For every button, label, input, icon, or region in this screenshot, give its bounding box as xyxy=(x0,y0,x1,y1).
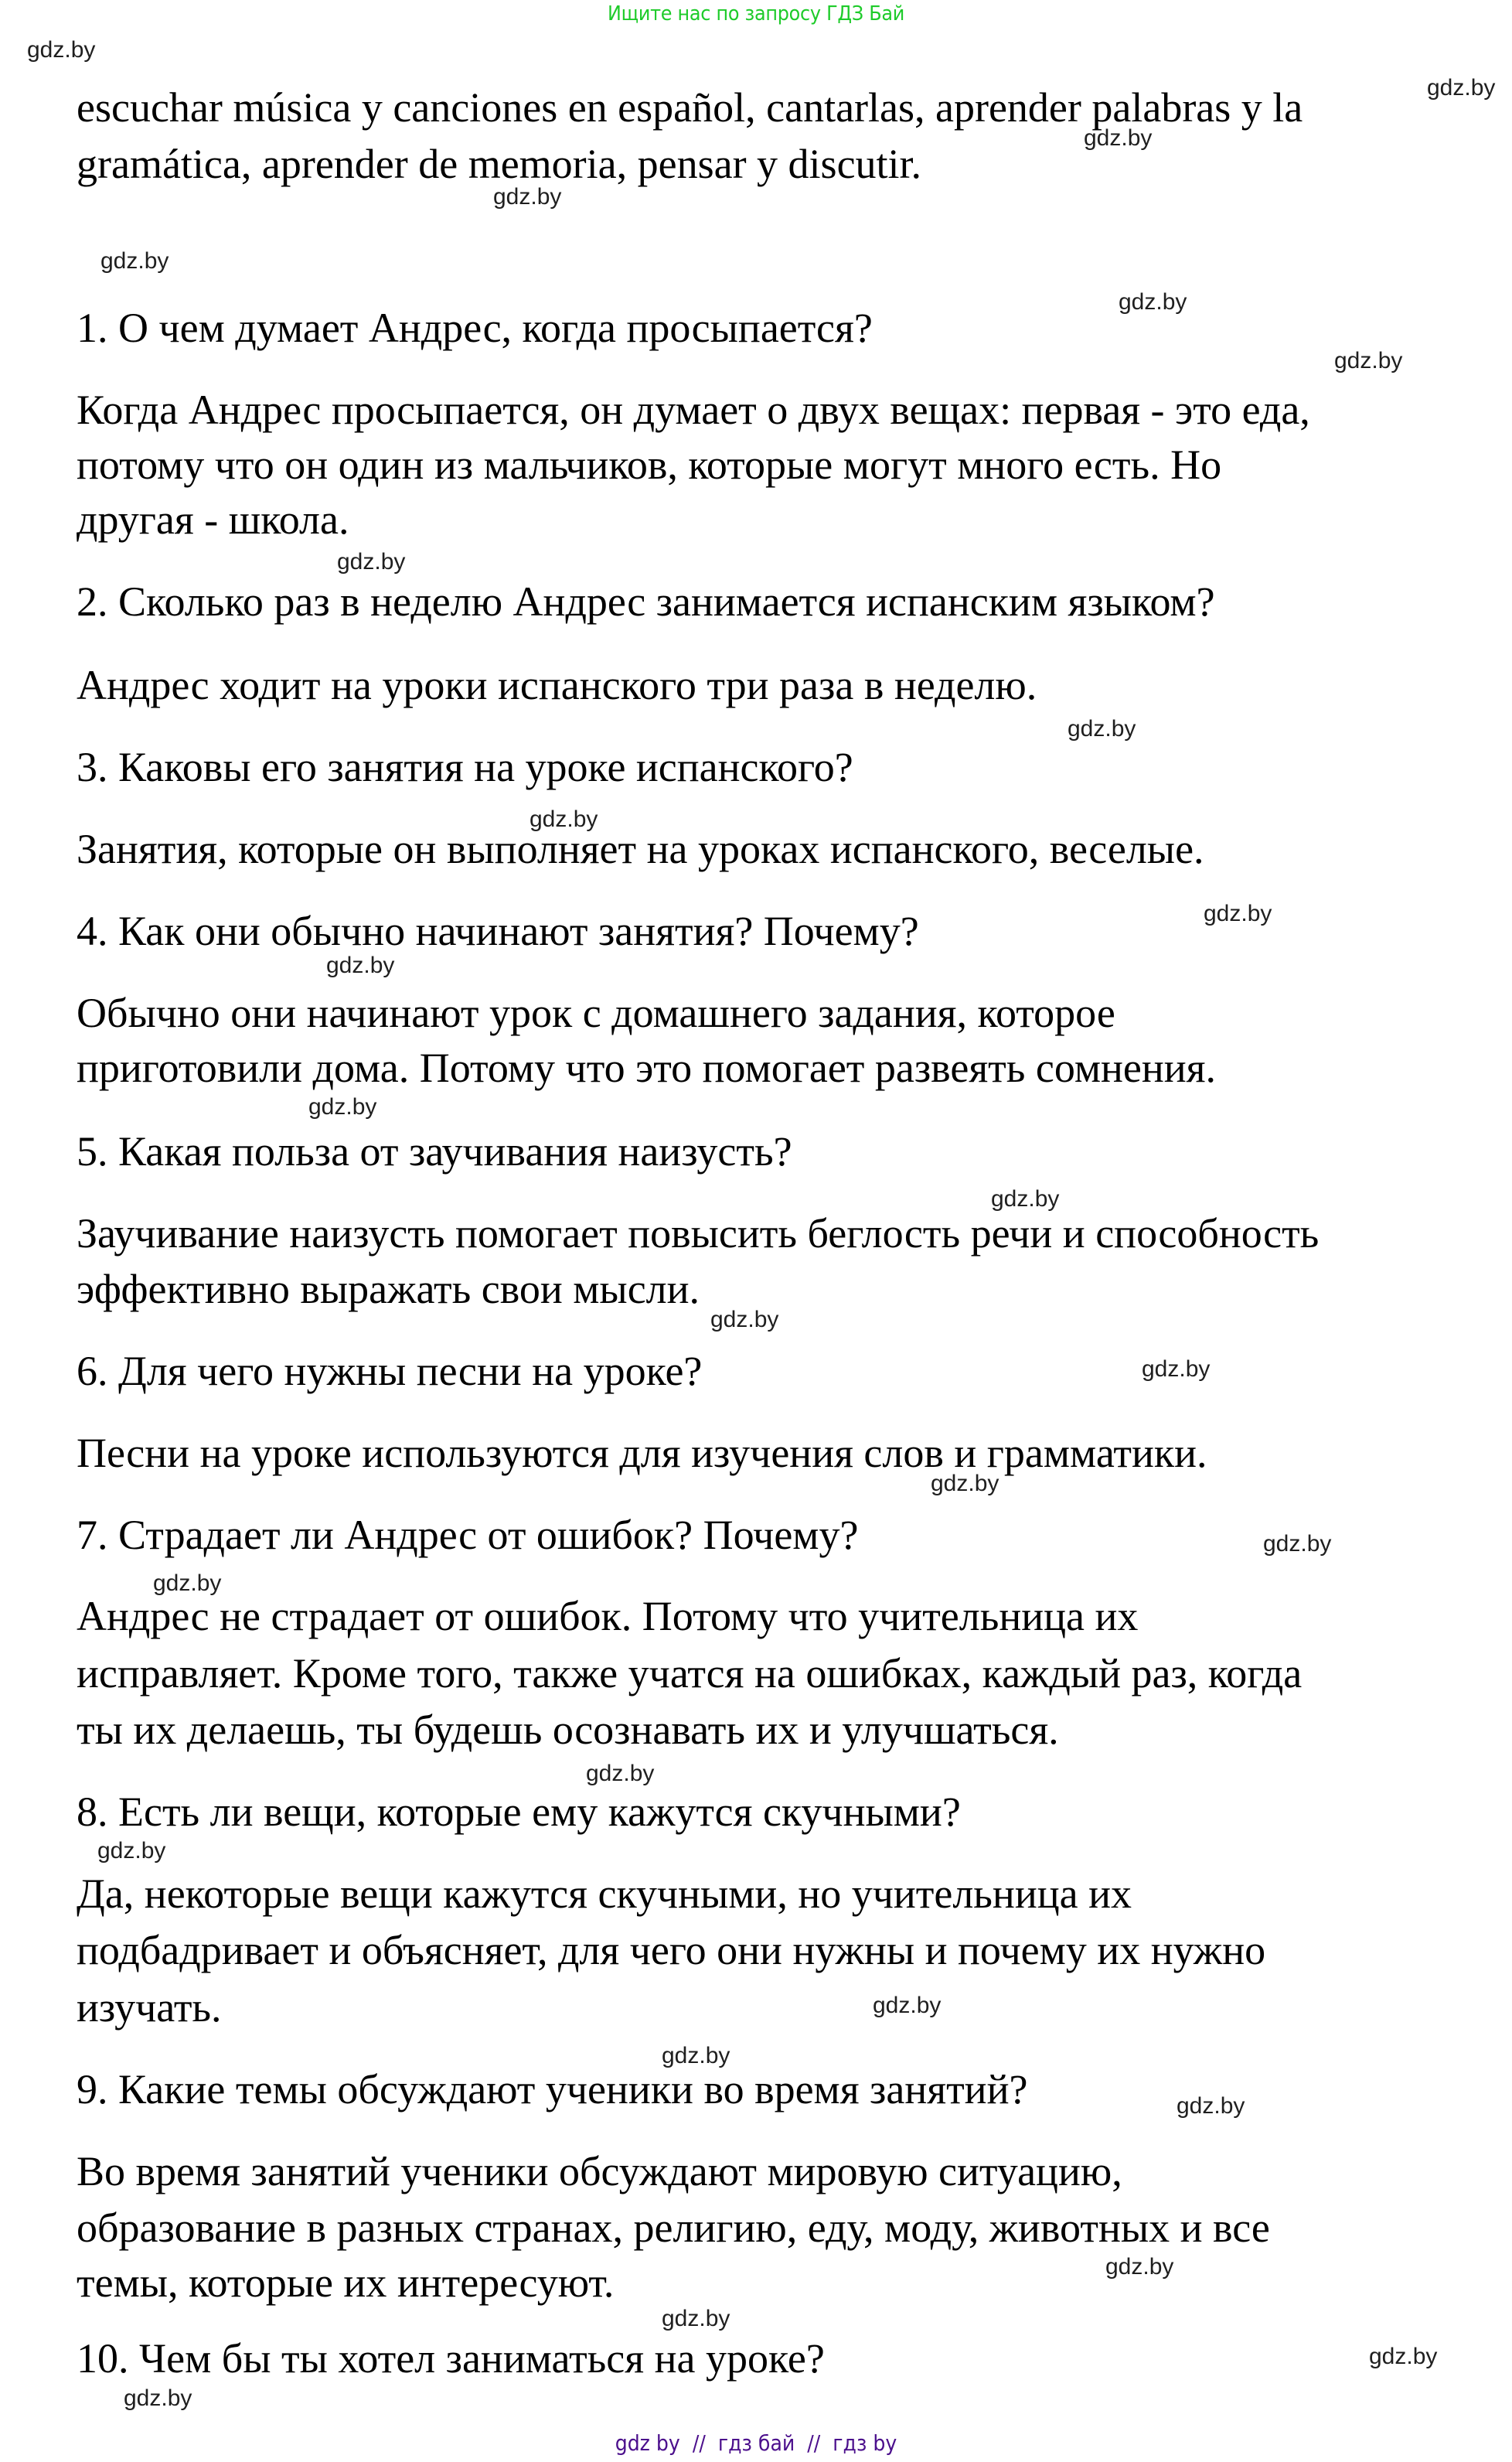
question-8: 8. Есть ли вещи, которые ему кажутся скучными? xyxy=(77,1789,961,1835)
watermark: gdz.by xyxy=(1119,289,1187,315)
watermark: gdz.by xyxy=(1427,75,1496,101)
watermark: gdz.by xyxy=(710,1307,779,1332)
answer-3-line: Занятия, которые он выполняет на уроках испанского, веселые. xyxy=(77,826,1204,872)
answer-2-line: Андрес ходит на уроки испанского три раза в неделю. xyxy=(77,662,1037,708)
question-9: 9. Какие темы обсуждают ученики во время занятий? xyxy=(77,2066,1028,2112)
answer-7-line: исправляет. Кроме того, также учатся на ошибках, каждый раз, когда xyxy=(77,1650,1303,1696)
watermark: gdz.by xyxy=(662,2043,730,2068)
answer-6-line: Песни на уроке используются для изучения слов и грамматики. xyxy=(77,1430,1207,1476)
answer-1-line: Когда Андрес просыпается, он думает о двух вещах: первая - это еда, xyxy=(77,387,1310,433)
watermark: gdz.by xyxy=(586,1761,655,1786)
question-6: 6. Для чего нужны песни на уроке? xyxy=(77,1348,703,1394)
question-3: 3. Каковы его занятия на уроке испанского? xyxy=(77,744,853,790)
watermark: gdz.by xyxy=(493,184,562,210)
watermark: gdz.by xyxy=(1177,2093,1245,2119)
watermark: gdz.by xyxy=(1105,2254,1174,2280)
watermark: gdz.by xyxy=(1084,125,1153,151)
watermark: gdz.by xyxy=(1334,348,1403,373)
answer-9-line: темы, которые их интересуют. xyxy=(77,2259,615,2306)
watermark: gdz.by xyxy=(27,37,96,63)
watermark: gdz.by xyxy=(662,2306,730,2331)
watermark: gdz.by xyxy=(1369,2344,1438,2369)
answer-1-line: другая - школа. xyxy=(77,496,349,543)
answer-4-line: приготовили дома. Потому что это помогает развеять сомнения. xyxy=(77,1045,1217,1091)
watermark: gdz.by xyxy=(100,248,169,274)
intro-line: escuchar música y canciones en español, cantarlas, aprender palabras y la xyxy=(77,84,1303,131)
answer-5-line: эффективно выражать свои мысли. xyxy=(77,1266,700,1312)
question-5: 5. Какая польза от заучивания наизусть? xyxy=(77,1128,792,1175)
answer-8-line: Да, некоторые вещи кажутся скучными, но учительница их xyxy=(77,1870,1132,1917)
watermark: gdz.by xyxy=(991,1186,1060,1212)
question-1: 1. О чем думает Андрес, когда просыпается? xyxy=(77,305,873,351)
answer-1-line: потому что он один из мальчиков, которые могут много есть. Но xyxy=(77,442,1222,488)
watermark: gdz.by xyxy=(337,549,406,575)
watermark: gdz.by xyxy=(97,1838,166,1864)
answer-9-line: образование в разных странах, религию, еду, моду, животных и все xyxy=(77,2205,1270,2251)
watermark: gdz.by xyxy=(326,953,395,978)
watermark: gdz.by xyxy=(308,1094,377,1120)
question-10: 10. Чем бы ты хотел заниматься на уроке? xyxy=(77,2335,825,2382)
watermark: gdz.by xyxy=(1142,1356,1211,1382)
watermark: gdz.by xyxy=(1263,1531,1332,1557)
answer-8-line: изучать. xyxy=(77,1984,222,2031)
answer-5-line: Заучивание наизусть помогает повысить беглость речи и способность xyxy=(77,1210,1320,1257)
watermark: gdz.by xyxy=(1068,716,1136,742)
watermark: gdz.by xyxy=(931,1471,999,1496)
answer-4-line: Обычно они начинают урок с домашнего задания, которое xyxy=(77,990,1115,1036)
watermark: gdz.by xyxy=(530,806,598,832)
header-banner: Ищите нас по запросу ГДЗ Бай xyxy=(607,2,904,26)
watermark: gdz.by xyxy=(873,1993,942,2018)
intro-line: gramática, aprender de memoria, pensar y discutir. xyxy=(77,141,922,187)
watermark: gdz.by xyxy=(124,2385,192,2411)
watermark: gdz.by xyxy=(1204,901,1272,926)
question-2: 2. Сколько раз в неделю Андрес занимается испанским языком? xyxy=(77,578,1215,625)
footer-banner: gdz by // гдз бай // гдз by xyxy=(615,2430,897,2456)
watermark: gdz.by xyxy=(153,1570,222,1596)
answer-7-line: Андрес не страдает от ошибок. Потому что учительница их xyxy=(77,1593,1139,1639)
answer-8-line: подбадривает и объясняет, для чего они нужны и почему их нужно xyxy=(77,1927,1266,1973)
answer-9-line: Во время занятий ученики обсуждают мировую ситуацию, xyxy=(77,2148,1122,2194)
answer-7-line: ты их делаешь, ты будешь осознавать их и улучшаться. xyxy=(77,1707,1059,1753)
question-4: 4. Как они обычно начинают занятия? Почему? xyxy=(77,908,919,954)
question-7: 7. Страдает ли Андрес от ошибок? Почему? xyxy=(77,1512,859,1558)
